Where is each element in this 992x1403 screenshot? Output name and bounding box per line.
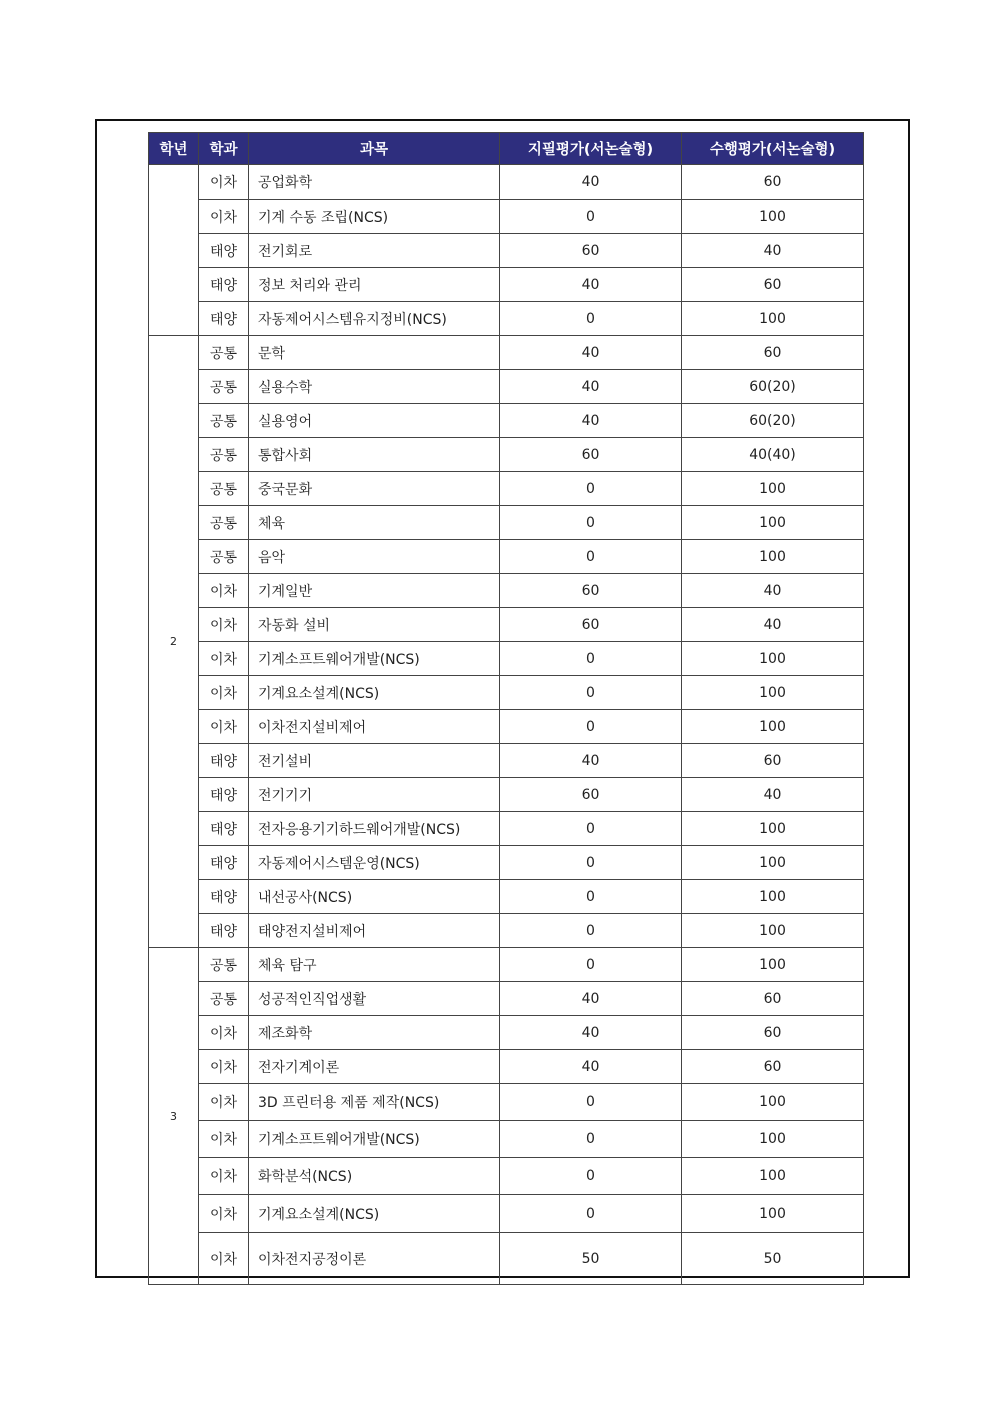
performance-cell: 100 <box>682 302 864 336</box>
written-exam-cell: 50 <box>500 1233 682 1285</box>
subject-cell: 정보 처리와 관리 <box>249 268 500 302</box>
subject-cell: 문학 <box>249 336 500 370</box>
header-written-exam: 지필평가(서논술형) <box>500 133 682 165</box>
table-row <box>149 404 864 438</box>
written-exam-cell: 60 <box>500 234 682 268</box>
department-cell: 이차 <box>199 1158 249 1195</box>
department-cell: 이차 <box>199 1121 249 1158</box>
subject-cell: 자동제어시스템유지정비(NCS) <box>249 302 500 336</box>
table-row <box>149 676 864 710</box>
grade-cell <box>149 165 199 336</box>
table-row <box>149 506 864 540</box>
department-cell: 공통 <box>199 336 249 370</box>
performance-cell: 60 <box>682 1050 864 1084</box>
subject-cell: 통합사회 <box>249 438 500 472</box>
table-row <box>149 234 864 268</box>
table-row <box>149 1195 864 1233</box>
performance-cell: 100 <box>682 676 864 710</box>
performance-cell: 60 <box>682 982 864 1016</box>
written-exam-cell: 0 <box>500 846 682 880</box>
performance-cell: 100 <box>682 1195 864 1233</box>
performance-cell: 100 <box>682 506 864 540</box>
subject-cell: 화학분석(NCS) <box>249 1158 500 1195</box>
header-performance-assessment: 수행평가(서논술형) <box>682 133 864 165</box>
subject-cell: 중국문화 <box>249 472 500 506</box>
written-exam-cell: 40 <box>500 336 682 370</box>
written-exam-cell: 0 <box>500 948 682 982</box>
table-row <box>149 165 864 200</box>
department-cell: 공통 <box>199 370 249 404</box>
department-cell: 공통 <box>199 404 249 438</box>
table-row <box>149 812 864 846</box>
subject-cell: 이차전지공정이론 <box>249 1233 500 1285</box>
performance-cell: 40 <box>682 778 864 812</box>
table-row <box>149 200 864 234</box>
table-row <box>149 370 864 404</box>
department-cell: 태양 <box>199 234 249 268</box>
performance-cell: 100 <box>682 710 864 744</box>
performance-cell: 40(40) <box>682 438 864 472</box>
grade-cell: 3 <box>149 948 199 1285</box>
table-row <box>149 982 864 1016</box>
department-cell: 태양 <box>199 268 249 302</box>
subject-cell: 체육 탐구 <box>249 948 500 982</box>
performance-cell: 60(20) <box>682 370 864 404</box>
department-cell: 공통 <box>199 438 249 472</box>
subject-cell: 자동화 설비 <box>249 608 500 642</box>
written-exam-cell: 0 <box>500 302 682 336</box>
department-cell: 이차 <box>199 676 249 710</box>
written-exam-cell: 0 <box>500 506 682 540</box>
subject-cell: 체육 <box>249 506 500 540</box>
grade-cell: 2 <box>149 336 199 948</box>
department-cell: 이차 <box>199 642 249 676</box>
performance-cell: 60(20) <box>682 404 864 438</box>
written-exam-cell: 0 <box>500 676 682 710</box>
performance-cell: 60 <box>682 268 864 302</box>
department-cell: 이차 <box>199 574 249 608</box>
performance-cell: 60 <box>682 744 864 778</box>
department-cell: 이차 <box>199 1050 249 1084</box>
table-row <box>149 948 864 982</box>
table-row <box>149 608 864 642</box>
written-exam-cell: 40 <box>500 982 682 1016</box>
performance-cell: 100 <box>682 846 864 880</box>
performance-cell: 100 <box>682 1121 864 1158</box>
table-header-row <box>149 133 864 165</box>
table-row <box>149 710 864 744</box>
subject-cell: 내선공사(NCS) <box>249 880 500 914</box>
written-exam-cell: 40 <box>500 1016 682 1050</box>
department-cell: 공통 <box>199 472 249 506</box>
department-cell: 태양 <box>199 812 249 846</box>
written-exam-cell: 40 <box>500 404 682 438</box>
evaluation-ratio-table <box>148 132 864 1285</box>
department-cell: 이차 <box>199 710 249 744</box>
department-cell: 공통 <box>199 948 249 982</box>
table-row <box>149 336 864 370</box>
performance-cell: 100 <box>682 812 864 846</box>
table-row <box>149 880 864 914</box>
performance-cell: 100 <box>682 880 864 914</box>
subject-cell: 태양전지설비제어 <box>249 914 500 948</box>
subject-cell: 3D 프린터용 제품 제작(NCS) <box>249 1084 500 1121</box>
header-subject: 과목 <box>249 133 500 165</box>
table-row <box>149 846 864 880</box>
performance-cell: 100 <box>682 1158 864 1195</box>
table-row <box>149 1158 864 1195</box>
written-exam-cell: 0 <box>500 1158 682 1195</box>
subject-cell: 기계소프트웨어개발(NCS) <box>249 1121 500 1158</box>
performance-cell: 100 <box>682 1084 864 1121</box>
department-cell: 태양 <box>199 914 249 948</box>
table-row <box>149 1233 864 1285</box>
performance-cell: 100 <box>682 948 864 982</box>
performance-cell: 60 <box>682 165 864 200</box>
subject-cell: 기계 수동 조립(NCS) <box>249 200 500 234</box>
subject-cell: 자동제어시스템운영(NCS) <box>249 846 500 880</box>
performance-cell: 60 <box>682 336 864 370</box>
table-row <box>149 1050 864 1084</box>
written-exam-cell: 0 <box>500 472 682 506</box>
department-cell: 태양 <box>199 778 249 812</box>
written-exam-cell: 60 <box>500 438 682 472</box>
written-exam-cell: 0 <box>500 880 682 914</box>
department-cell: 공통 <box>199 982 249 1016</box>
written-exam-cell: 40 <box>500 370 682 404</box>
department-cell: 이차 <box>199 1195 249 1233</box>
written-exam-cell: 0 <box>500 540 682 574</box>
department-cell: 이차 <box>199 200 249 234</box>
department-cell: 이차 <box>199 165 249 200</box>
table-row <box>149 1084 864 1121</box>
subject-cell: 이차전지설비제어 <box>249 710 500 744</box>
performance-cell: 100 <box>682 642 864 676</box>
subject-cell: 전기설비 <box>249 744 500 778</box>
subject-cell: 실용영어 <box>249 404 500 438</box>
table-body <box>149 165 864 1285</box>
written-exam-cell: 0 <box>500 1084 682 1121</box>
header-grade: 학년 <box>149 133 199 165</box>
table-row <box>149 574 864 608</box>
subject-cell: 기계소프트웨어개발(NCS) <box>249 642 500 676</box>
subject-cell: 전기기기 <box>249 778 500 812</box>
table-row <box>149 268 864 302</box>
subject-cell: 제조화학 <box>249 1016 500 1050</box>
department-cell: 이차 <box>199 1084 249 1121</box>
subject-cell: 기계일반 <box>249 574 500 608</box>
performance-cell: 100 <box>682 472 864 506</box>
written-exam-cell: 40 <box>500 1050 682 1084</box>
table-row <box>149 438 864 472</box>
table-row <box>149 778 864 812</box>
department-cell: 태양 <box>199 880 249 914</box>
subject-cell: 전자기계이론 <box>249 1050 500 1084</box>
written-exam-cell: 60 <box>500 778 682 812</box>
written-exam-cell: 0 <box>500 914 682 948</box>
written-exam-cell: 0 <box>500 812 682 846</box>
written-exam-cell: 0 <box>500 1121 682 1158</box>
department-cell: 이차 <box>199 608 249 642</box>
written-exam-cell: 40 <box>500 744 682 778</box>
department-cell: 공통 <box>199 540 249 574</box>
subject-cell: 기계요소설계(NCS) <box>249 1195 500 1233</box>
header-department: 학과 <box>199 133 249 165</box>
table-row <box>149 642 864 676</box>
written-exam-cell: 0 <box>500 642 682 676</box>
written-exam-cell: 0 <box>500 200 682 234</box>
table-row <box>149 914 864 948</box>
table-row <box>149 1016 864 1050</box>
table-row <box>149 1121 864 1158</box>
department-cell: 이차 <box>199 1233 249 1285</box>
table-row <box>149 540 864 574</box>
performance-cell: 50 <box>682 1233 864 1285</box>
written-exam-cell: 40 <box>500 268 682 302</box>
department-cell: 태양 <box>199 302 249 336</box>
table-row <box>149 744 864 778</box>
performance-cell: 40 <box>682 234 864 268</box>
performance-cell: 60 <box>682 1016 864 1050</box>
department-cell: 이차 <box>199 1016 249 1050</box>
subject-cell: 실용수학 <box>249 370 500 404</box>
subject-cell: 전기회로 <box>249 234 500 268</box>
performance-cell: 100 <box>682 200 864 234</box>
subject-cell: 기계요소설계(NCS) <box>249 676 500 710</box>
subject-cell: 음악 <box>249 540 500 574</box>
written-exam-cell: 60 <box>500 608 682 642</box>
performance-cell: 40 <box>682 608 864 642</box>
department-cell: 공통 <box>199 506 249 540</box>
written-exam-cell: 0 <box>500 710 682 744</box>
table-row <box>149 472 864 506</box>
subject-cell: 전자응용기기하드웨어개발(NCS) <box>249 812 500 846</box>
table-row <box>149 302 864 336</box>
performance-cell: 100 <box>682 914 864 948</box>
performance-cell: 100 <box>682 540 864 574</box>
subject-cell: 공업화학 <box>249 165 500 200</box>
written-exam-cell: 40 <box>500 165 682 200</box>
department-cell: 태양 <box>199 846 249 880</box>
department-cell: 태양 <box>199 744 249 778</box>
written-exam-cell: 0 <box>500 1195 682 1233</box>
subject-cell: 성공적인직업생활 <box>249 982 500 1016</box>
performance-cell: 40 <box>682 574 864 608</box>
written-exam-cell: 60 <box>500 574 682 608</box>
